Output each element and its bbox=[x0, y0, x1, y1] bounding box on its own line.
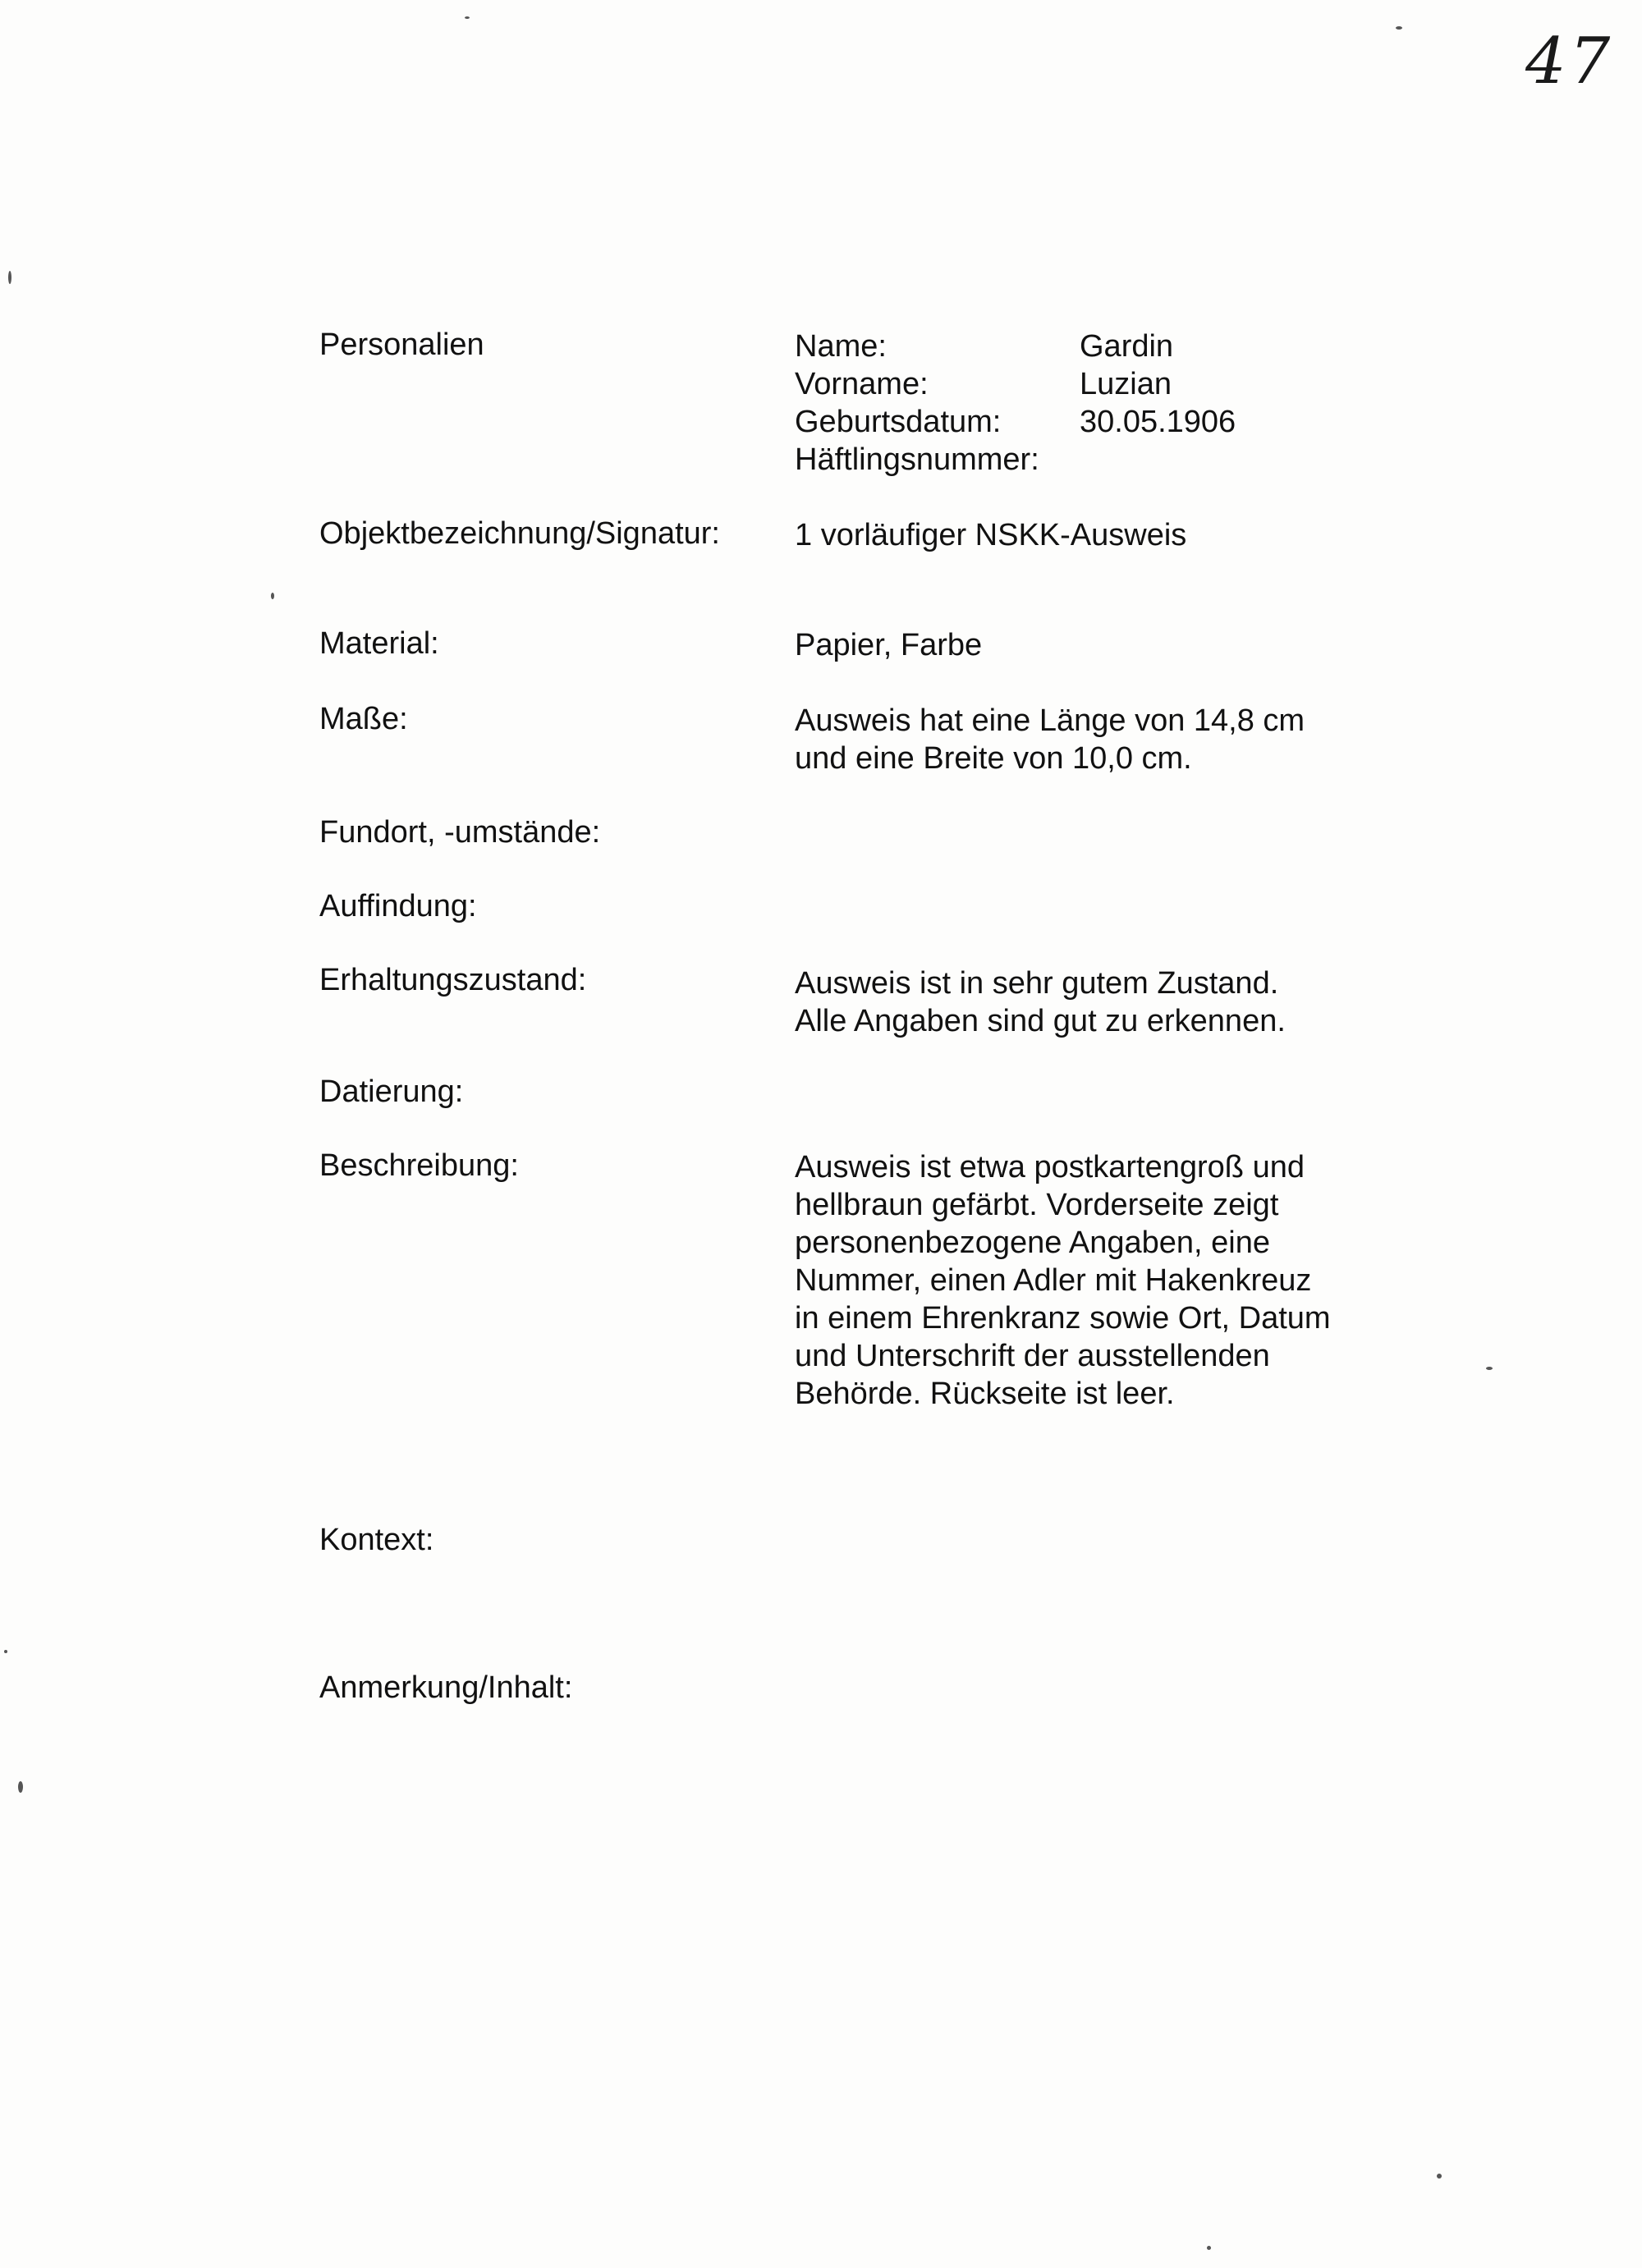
page-number: 47 bbox=[1525, 25, 1614, 99]
label-name: Name: bbox=[795, 329, 887, 364]
beschreibung-line: Behörde. Rückseite ist leer. bbox=[795, 1377, 1175, 1411]
scan-speck bbox=[1486, 1367, 1493, 1370]
label-material: Material: bbox=[319, 626, 439, 661]
value-masse bbox=[795, 702, 1410, 777]
value-beschreibung bbox=[795, 1148, 1410, 1413]
beschreibung-line: und Unterschrift der ausstellenden bbox=[795, 1339, 1270, 1373]
label-fundort: Fundort, -umstände: bbox=[319, 815, 601, 850]
value-objektbezeichnung: 1 vorläufiger NSKK-Ausweis bbox=[795, 518, 1187, 552]
value-vorname: Luzian bbox=[1080, 367, 1172, 401]
label-vorname: Vorname: bbox=[795, 367, 929, 401]
scan-speck bbox=[1396, 26, 1402, 30]
label-beschreibung: Beschreibung: bbox=[319, 1148, 519, 1183]
value-geburtsdatum: 30.05.1906 bbox=[1080, 405, 1236, 439]
value-erhaltungszustand bbox=[795, 964, 1410, 1040]
beschreibung-line: personenbezogene Angaben, eine bbox=[795, 1226, 1270, 1260]
masse-line: und eine Breite von 10,0 cm. bbox=[795, 741, 1192, 776]
label-anmerkung: Anmerkung/Inhalt: bbox=[319, 1670, 573, 1705]
beschreibung-line: Nummer, einen Adler mit Hakenkreuz bbox=[795, 1263, 1312, 1298]
beschreibung-line: in einem Ehrenkranz sowie Ort, Datum bbox=[795, 1301, 1331, 1336]
label-datierung: Datierung: bbox=[319, 1074, 464, 1109]
scan-speck bbox=[271, 593, 274, 599]
scan-speck bbox=[4, 1650, 7, 1653]
scan-speck bbox=[465, 16, 470, 19]
label-geburtsdatum: Geburtsdatum: bbox=[795, 405, 1002, 439]
beschreibung-line: Ausweis ist etwa postkartengroß und bbox=[795, 1150, 1305, 1184]
scan-speck bbox=[1437, 2174, 1442, 2179]
label-masse: Maße: bbox=[319, 702, 408, 736]
beschreibung-line: hellbraun gefärbt. Vorderseite zeigt bbox=[795, 1188, 1279, 1222]
scan-speck bbox=[8, 271, 11, 284]
label-objektbezeichnung: Objektbezeichnung/Signatur: bbox=[319, 516, 720, 551]
erhaltung-line: Ausweis ist in sehr gutem Zustand. bbox=[795, 966, 1279, 1001]
label-erhaltungszustand: Erhaltungszustand: bbox=[319, 963, 587, 997]
scan-speck bbox=[18, 1781, 23, 1793]
value-name: Gardin bbox=[1080, 329, 1174, 364]
label-kontext: Kontext: bbox=[319, 1523, 434, 1557]
masse-line: Ausweis hat eine Länge von 14,8 cm bbox=[795, 703, 1305, 738]
label-haeftlingsnummer: Häftlingsnummer: bbox=[795, 442, 1039, 477]
erhaltung-line: Alle Angaben sind gut zu erkennen. bbox=[795, 1004, 1286, 1038]
label-auffindung: Auffindung: bbox=[319, 889, 477, 923]
label-personalien: Personalien bbox=[319, 328, 484, 362]
scan-speck bbox=[1207, 2246, 1211, 2250]
value-material: Papier, Farbe bbox=[795, 628, 983, 662]
